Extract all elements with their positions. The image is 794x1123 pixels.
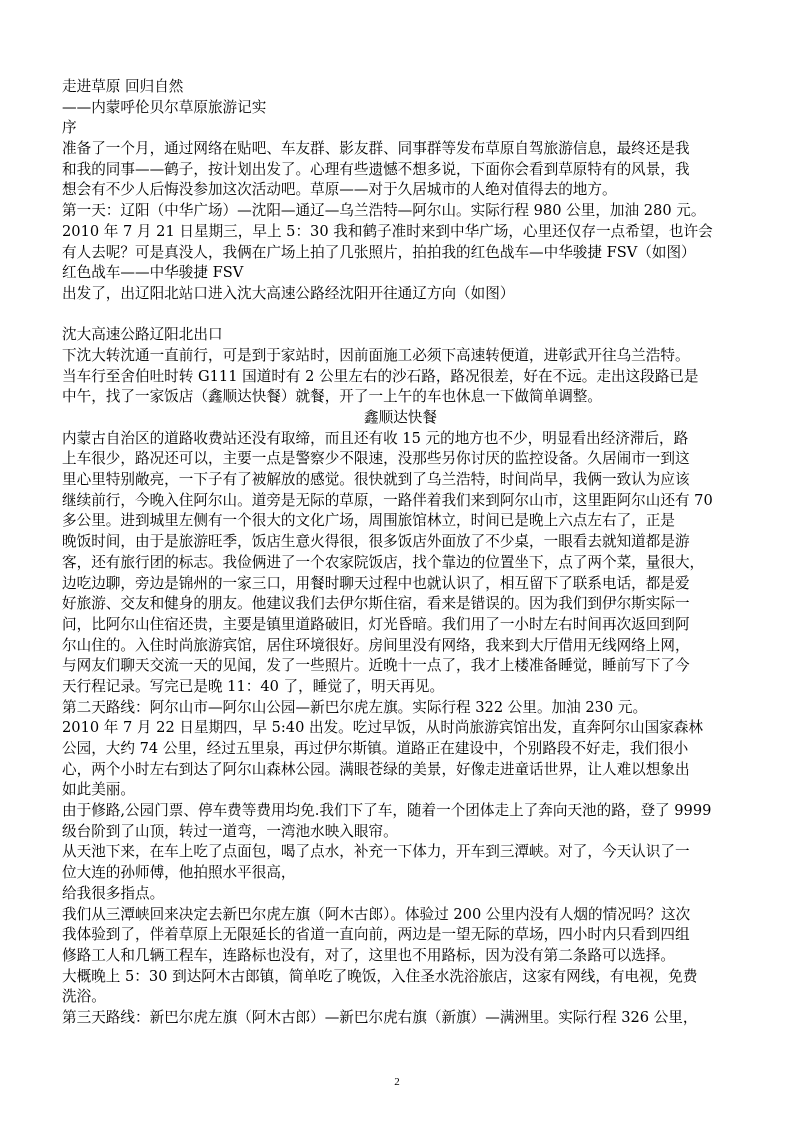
doc-line: 与网友们聊天交流一天的见闻，发了一些照片。近晚十一点了，我才上楼准备睡觉，睡前写下了今 <box>62 657 690 675</box>
doc-line: 从天池下来，在车上吃了点面包，喝了点水，补充一下体力，开车到三潭峡。对了，今天认识了一 <box>62 843 690 861</box>
doc-line: 第二天路线：阿尔山市—阿尔山公园—新巴尔虎左旗。实际行程 322 公里。加油 230 元。 <box>62 698 648 716</box>
doc-line: 给我很多指点。 <box>62 884 165 902</box>
doc-line: 里心里特别敞亮，一下子有了被解放的感觉。很快就到了乌兰浩特，时间尚早，我俩一致认为应该 <box>62 471 690 489</box>
doc-line: 准备了一个月，通过网络在贴吧、车友群、影友群、同事群等发布草原自驾旅游信息，最终还是我 <box>62 140 690 158</box>
doc-line: 由于修路,公园门票、停车费等费用均免.我们下了车，随着一个团体走上了奔向天池的路，登了 9999 <box>62 802 712 820</box>
doc-line: 第三天路线：新巴尔虎左旗（阿木古郎）—新巴尔虎右旗（新旗）—满洲里。实际行程 326 公里， <box>62 1008 698 1026</box>
doc-line: 洗浴。 <box>62 988 106 1006</box>
doc-line: 走进草原 回归自然 <box>62 78 184 95</box>
doc-line: 如此美丽。 <box>62 781 135 799</box>
doc-line: 尔山住的。入住时尚旅游宾馆，居住环境很好。房间里没有网络，我来到大厅借用无线网络上网， <box>62 636 690 654</box>
doc-line: 公园，大约 74 公里，经过五里泉，再过伊尔斯镇。道路正在建设中，个别路段不好走，我们很小 <box>62 740 689 757</box>
doc-line: 客，还有旅行团的标志。我俭俩进了一个农家院饭店，找个靠边的位置坐下，点了两个菜，量很大， <box>62 553 705 571</box>
doc-line: 级台阶到了山顶，转过一道弯，一湾池水映入眼帘。 <box>62 822 398 840</box>
doc-line: 有人去呢？可是真没人，我俩在广场上拍了几张照片，拍拍我的红色战车—中华骏捷 FSV（如图） <box>62 243 696 261</box>
doc-line: 内蒙古自治区的道路收费站还没有取缔，而且还有收 15 元的地方也不少，明显看出经济滞后，路 <box>62 429 689 447</box>
doc-line: 我体验到了，伴着草原上无限延长的省道一直向前，两边是一望无际的草场，四小时内只看到四组 <box>62 926 690 944</box>
doc-line: 边吃边聊，旁边是锦州的一家三口，用餐时聊天过程中也就认识了，相互留下了联系电话，都是爱 <box>62 574 690 592</box>
doc-line: 2010 年 7 月 22 日星期四，早 5:40 出发。吃过早饭，从时尚旅游宾馆出发，直奔阿尔山国家森林 <box>62 719 704 737</box>
page-number: 2 <box>394 1076 400 1088</box>
doc-line: 想会有不少人后悔没参加这次活动吧。草原——对于久居城市的人绝对值得去的地方。 <box>62 181 617 199</box>
doc-line: 当车行至舍伯吐时转 G111 国道时有 2 公里左右的沙石路，路况很差，好在不远。走出这段路已是 <box>62 367 699 385</box>
doc-line: 2010 年 7 月 21 日星期三，早上 5：30 我和鹤子准时来到中华广场，心里还仅存一点希望，也许会 <box>62 222 713 240</box>
doc-line: 第一天：辽阳（中华广场）—沈阳—通辽—乌兰浩特—阿尔山。实际行程 980 公里，加油 280 元。 <box>62 202 706 220</box>
doc-line: 我们从三潭峡回来决定去新巴尔虎左旗（阿木古郎）。体验过 200 公里内没有人烟的情况吗？这次 <box>62 905 691 923</box>
doc-line: 大概晚上 5：30 到达阿木古郎镇，简单吃了晚饭，入住圣水洗浴旅店，这家有网线，有电视，免费 <box>62 967 698 985</box>
document-body <box>62 77 739 1029</box>
doc-line: 红色战车——中华骏捷 FSV <box>62 264 244 282</box>
doc-line: 序 <box>62 119 77 137</box>
doc-line: 中午，找了一家饭店（鑫顺达快餐）就餐，开了一上午的车也休息一下做简单调整。 <box>62 388 602 406</box>
doc-line: 多公里。进到城里左侧有一个很大的文化广场，周围旅馆林立，时间已是晚上六点左右了，正是 <box>62 512 675 530</box>
doc-line: 心，两个小时左右到达了阿尔山森林公园。满眼苍绿的美景，好像走进童话世界，让人难以想象出 <box>62 760 690 778</box>
doc-line: 问，比阿尔山住宿还贵，主要是镇里道路破旧，灯光昏暗。我们用了一小时左右时间再次返回到阿 <box>62 615 690 633</box>
doc-line: 出发了，出辽阳北站口进入沈大高速公路经沈阳开往通辽方向（如图） <box>62 284 515 302</box>
blank-line <box>62 305 739 326</box>
doc-line: 和我的同事——鹤子，按计划出发了。心理有些遗憾不想多说，下面你会看到草原特有的风景，我 <box>62 160 690 178</box>
doc-line: 上车很少，路况还可以，主要一点是警察少不限速，没那些另你讨厌的监控设备。久居闹市一到这 <box>62 450 690 468</box>
doc-line: ——内蒙呼伦贝尔草原旅游记实 <box>62 98 267 116</box>
doc-line: 好旅游、交友和健身的朋友。他建议我们去伊尔斯住宿，看来是错误的。因为我们到伊尔斯实际一 <box>62 595 690 613</box>
doc-line: 沈大高速公路辽阳北出口 <box>62 326 223 344</box>
doc-line: 修路工人和几辆工程车，连路标也没有，对了，这里也不用路标，因为没有第二条路可以选择。 <box>62 946 675 964</box>
image-caption: 鑫顺达快餐 <box>364 409 437 426</box>
doc-line: 位大连的孙师傅，他拍照水平很高， <box>62 864 296 882</box>
doc-line: 下沈大转沈通一直前行，可是到于家站时，因前面施工必须下高速转便道，进彰武开往乌兰浩特。 <box>62 346 690 364</box>
doc-line: 晚饭时间，由于是旅游旺季，饭店生意火得很，很多饭店外面放了不少桌，一眼看去就知道都是游 <box>62 533 690 551</box>
doc-line: 天行程记录。写完已是晚 11：40 了，睡觉了，明天再见。 <box>62 677 445 695</box>
doc-line: 继续前行，今晚入住阿尔山。道旁是无际的草原，一路伴着我们来到阿尔山市，这里距阿尔山还有 70 <box>62 491 713 509</box>
